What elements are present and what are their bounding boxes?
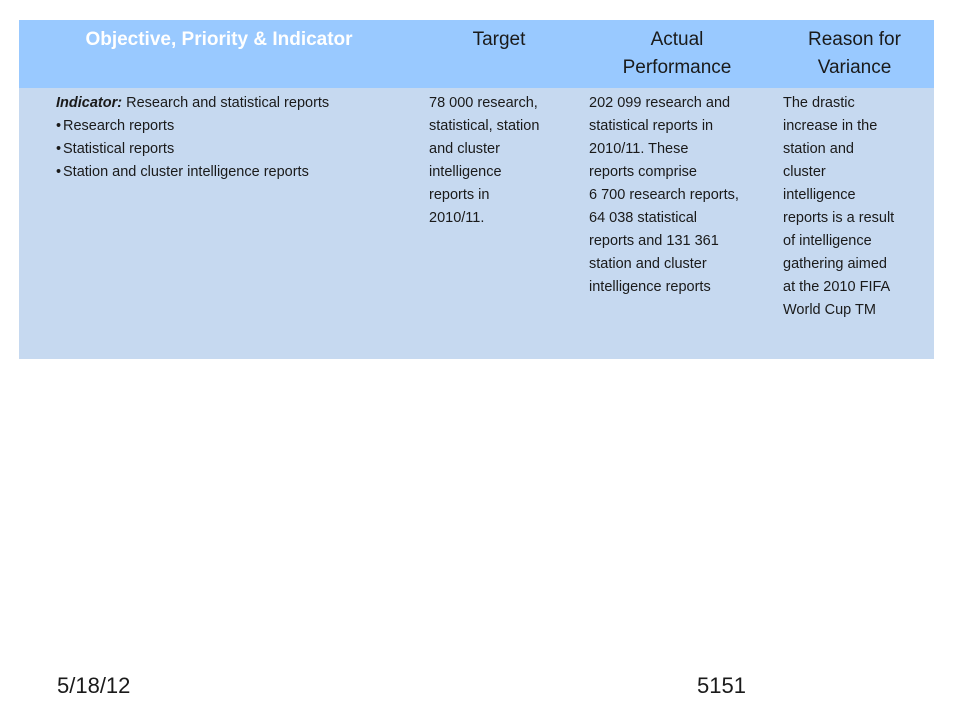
reason-line: intelligence (783, 187, 856, 203)
actual-line: 6 700 research reports, (589, 187, 739, 203)
actual-line: 202 099 research and (589, 95, 731, 111)
header-actual-line: Actual (650, 29, 704, 50)
cell-target (419, 88, 579, 359)
cell-indicator (19, 88, 419, 359)
list-item: • Research reports (56, 115, 419, 138)
header-target (419, 20, 579, 88)
performance-table (19, 20, 934, 359)
reason-line: gathering aimed (783, 256, 887, 272)
cell-reason-for-variance (775, 88, 934, 359)
table-header-row (19, 20, 934, 88)
actual-line: intelligence reports (589, 279, 711, 295)
header-actual-line: Performance (622, 57, 732, 78)
reason-line: of intelligence (783, 233, 872, 249)
indicator-text: Research and statistical reports (122, 95, 330, 111)
target-line: and cluster (429, 141, 500, 157)
target-line: reports in (429, 187, 490, 203)
header-reason-line: Variance (817, 57, 892, 78)
table-row (19, 88, 934, 359)
reason-line: station and (783, 141, 854, 157)
indicator-label: Indicator: (56, 95, 123, 111)
footer-date: 5/18/12 (57, 673, 131, 698)
header-reason-line: Reason for (808, 29, 901, 50)
reason-line: at the 2010 FIFA (783, 279, 891, 295)
footer-page-number: 5151 (697, 673, 746, 698)
reason-line: increase in the (783, 118, 878, 134)
actual-line: reports comprise (589, 164, 697, 180)
target-line: 78 000 research, (429, 95, 538, 111)
indicator-line (56, 92, 419, 115)
header-actual-performance (579, 20, 775, 88)
target-line: 2010/11. (429, 210, 485, 226)
reason-line: World Cup TM (783, 302, 876, 318)
cell-actual-performance (579, 88, 775, 359)
list-item: • Statistical reports (56, 138, 419, 161)
target-line: intelligence (429, 164, 502, 180)
actual-line: station and cluster (589, 256, 707, 272)
reason-line: cluster (783, 164, 826, 180)
actual-line: statistical reports in (589, 118, 714, 134)
actual-line: 2010/11. These (589, 141, 689, 157)
target-line: statistical, station (429, 118, 540, 134)
actual-line: reports and 131 361 (589, 233, 719, 249)
reason-line: The drastic (783, 95, 855, 111)
reason-line: reports is a result (783, 210, 895, 226)
header-objective-label: Objective, Priority & Indicator (85, 29, 353, 50)
list-item: • Station and cluster intelligence reports (56, 161, 419, 184)
header-target-label: Target (472, 29, 526, 50)
header-reason-for-variance (775, 20, 934, 88)
actual-line: 64 038 statistical (589, 210, 698, 226)
indicator-bullet-list (56, 115, 419, 184)
header-objective (19, 20, 419, 88)
